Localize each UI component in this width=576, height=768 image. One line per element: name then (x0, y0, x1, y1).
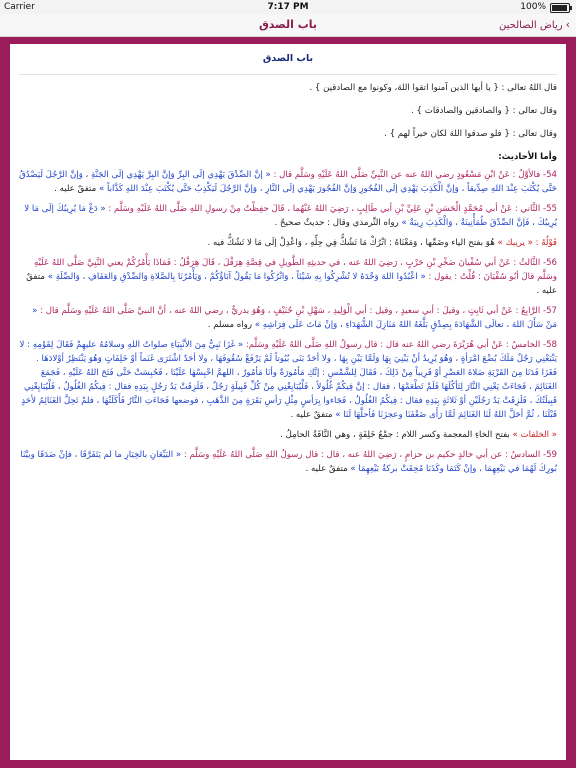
hadith-source: متفقٌ عليه . (290, 410, 336, 420)
note-term: قَوْلُهُ : « يريبك » (494, 238, 557, 248)
content-body (10, 44, 566, 476)
hadith-entry (19, 256, 557, 298)
hadith-text: فالأوَّلُ : عَنْ ابْنِ مَسْعُودٍ رضي اللهُ عنه عن النَّبِيِّ صَلَّى اللهُ عَلَيْهِ وسَلَّم قال : (270, 170, 541, 180)
hadith-entry (19, 304, 557, 332)
hadith-number: 56- (540, 258, 557, 268)
ahadith-heading: وأما الأحاديث: (498, 152, 557, 162)
hadith-entry (19, 448, 557, 476)
battery-icon (550, 3, 570, 13)
chapter-title: باب الصدق (262, 53, 314, 64)
verse: وقال تعالى : { والصادقين والصادقات } . (411, 106, 557, 116)
hadith-text: الخامسُ : عَنْ أبي هُرَيْرَةَ رضي اللهُ عنه قال : قال رسولُ اللهِ صَلَّى اللهُ عَلَيْهِ وسَلَّم: (243, 340, 541, 350)
chevron-right-icon: › (565, 18, 570, 31)
hadith-number: 59- (540, 450, 557, 460)
hadith-entry (19, 338, 557, 422)
divider (19, 74, 557, 75)
hadith-quote: « البَيِّعَانِ بالخِيَارِ ما لم يَتَفَرَّقَا ، فإنْ صَدَقَا وبيَّنَا بُورِكَ لَهُمَا في بَيْعِهِمَا ، وإنْ كَتَمَا وكَذَبَا مُحِقَتْ بركةُ بَيْعِهِمَا » (20, 450, 557, 474)
hadith-number: 57- (540, 306, 557, 316)
hadith-quote: « دَعْ مَا يُرِيبُكَ إلَى مَا لا يُرِيبُكَ ، فَإنَّ الصِّدْقَ طُمَأْنِينَةٌ ، وَالْكَذِبَ رِيبَةٌ » (24, 204, 557, 228)
status-time: 7:17 PM (267, 2, 309, 12)
hadith-quote: « إنَّ الصِّدْقَ يَهْدِي إلَى البِرِّ وَإنَّ البِرَّ يَهْدِي إلَى الجَنَّةِ ، وَإنَّ الرَّجُلَ لَيَصْدُقُ حَتَّى يُكْتَبَ عِنْدَ اللهِ صِدِّيقاً ، وَإنَّ الْكَذِبَ يَهْدِي إلَى الفُجُورِ وَإنَّ الفُجُورَ يَهْدِي إلَى النَّارِ ، وَإنَّ الرَّجُلَ لَيَكْذِبُ حَتَّى يُكْتَبَ عِنْدَ اللهِ كَذَّاباً » (19, 170, 557, 194)
hadith-source: متفقٌ عليه . (305, 464, 351, 474)
carrier-label: Carrier (4, 2, 35, 12)
hadith-text: الثَّاني : عَنْ أبي مُحَمَّدٍ الْحَسَنِ بْنِ عَلِيِّ بْنِ أبي طَالِبٍ ، رَضِيَ اللهُ عَنْهُما ، قَالَ حفِظْتُ مِنْ رسولِ اللهِ صَلَّى اللهُ عَلَيْهِ وسَلَّم : (105, 204, 541, 214)
hadith-source: رواه مسلم . (207, 320, 255, 330)
hadith-source: متفقٌ عليه . (54, 184, 99, 194)
hadith-number: 55- (540, 204, 557, 214)
battery-percent: 100% (520, 2, 546, 12)
hadith-source: متفقٌ عليه . (26, 272, 557, 296)
navigation-bar (0, 14, 576, 37)
hadith-quote: « اعْبُدُوا اللهَ وَحْدَهُ لا تُشْرِكُوا بِهِ شَيْئاً ، وَاتْرُكُوا مَا يَقُولُ آبَاؤُكُمْ ، وَيَأْمُرُنَا بِالصَّلاةِ وَالصِّدْقِ وَالعَفَافِ ، وَالصِّلَةِ » (47, 272, 426, 282)
hadith-number: 54- (540, 170, 557, 180)
note-body: هُوَ بفتح الياء وضَمِّها ، وَمَعْنَاهُ : اتْرُكْ مَا تَشُكُّ فِي حِلِّهِ ، وَاعْدِلْ إلَى مَا لا تَشُكُّ فيه . (207, 238, 495, 248)
status-bar (0, 0, 576, 14)
hadith-entry (19, 168, 557, 196)
verse: قال اللهُ تعالى : { يا أيها الذين آمنوا اتقوا اللهَ، وكونوا مع الصادقين } . (309, 83, 557, 93)
hadith-quote: « مَنْ سَأَلَ اللهَ ، تعالَى الشَّهَادَةَ بِصِدْقٍ بَلَّغَهُ اللهُ مَنَازِلَ الشُّهَدَاءِ ، وَإنْ مَاتَ عَلَى فِرَاشِهِ » (32, 306, 557, 330)
verse: وقال تعالى : { فلو صدقوا اللهَ لكان خيراً لهم } . (384, 129, 557, 139)
note-term: « الخلفات » (509, 430, 557, 440)
hadith-text: السادسُ : عن أبي خالدٍ حكيم بن حزامٍ ، رَضِيَ اللهُ عنه ، قال : قال رسولُ اللهِ صَلَّى اللهُ عَلَيْهِ وسَلَّم : (181, 450, 541, 460)
note-body: بفتح الخاءِ المعجمة وكسر اللام : جمْعُ خَلِفَةٍ ، وهي النَّاقَةُ الحامِلُ . (280, 430, 510, 440)
hadith-text: الثَّالثُ : عَنْ أبي سُفْيانَ صَخْرِ بْنِ حَرْبٍ ، رَضِيَ اللهُ عنه ، في حديثِهِ الطَّويلِ في قِصَّةِ هِرَقْلَ ، قَالَ هِرَقْلُ : فَمَاذَا يَأْمُرُكُمْ يعني النَّبِيَّ صَلَّى اللهُ عَلَيْهِ وسَلَّم قالَ أبُو سُفْيَانَ : قُلْتُ : يقول : (33, 258, 557, 282)
hadith-source: رواه التِّرمذي وقال : حديثٌ صحيحٌ . (274, 218, 402, 228)
back-button[interactable] (499, 18, 570, 31)
hadith-list (19, 168, 557, 476)
hadith-number: 58- (540, 340, 557, 350)
hadith-entry (19, 202, 557, 230)
content-page[interactable] (10, 44, 566, 760)
hadith-quote: « غَزَا نَبِيٌّ مِنَ الأنْبِيَاءِ صلواتُ اللهِ وسلامُهُ عليهِمْ فَقَالَ لِقَوْمِهِ : لا يَتْبَعْنِي رَجُلٌ مَلَكَ بُضْعَ امْرَأةٍ ، وَهُوَ يُرِيدُ أنْ يَبْنِيَ بِهَا وَلَمَّا يَبْنِ بِهَا ، ولا أحَدٌ بَنَى بُيُوتاً لَمْ يَرْفَعْ سُقُوفَهَا ، ولا أحَدٌ اشْتَرَى غَنَماً أوْ خَلِفَاتٍ وَهُوَ يَنْتَظِرُ أوْلادَهَا . فَغَزَا فَدَنَا مِنَ القَرْيَةِ صَلاةَ العَصْرِ أوْ قَرِيباً مِنْ ذَلِكَ ، فَقَالَ لِلشَّمْسِ : إنَّكِ مَأمُورَةٌ وأنَا مَأمُورٌ ، اللهمَّ احْبِسْهَا عَلَيْنَا ، فَحُبِسَتْ حَتَّى فَتَحَ اللهُ عَلَيْهِ ، فَجَمَعَ الغَنَائِمَ ، فَجَاءَتْ يَعْنِي النَّارَ لِتَأكُلَهَا فَلَمْ تَطْعَمْهَا ، فقال : إنَّ فِيكُمْ غُلُولاً ، فَلْيُبَايِعْنِي مِنْ كُلِّ قَبِيلَةٍ رَجُلٌ ، فَلَزِقَتْ يَدُ رَجُلٍ بِيَدِهِ فقال : فِيكُمُ الغُلُولُ ، فَلْيُبَايِعْنِي قَبِيلَتُكَ ، فَلَزِقَتْ يَدُ رَجُلَيْنِ أوْ ثَلاثَةٍ بِيَدِهِ فقال : فِيكُمُ الغُلُولُ ، فَجَاءوا بِرَأسٍ مِثْلِ رَأسِ بَقَرَةٍ مِنَ الذَّهَبِ ، فوضعها فَجَاءَتِ النَّارُ فَأَكَلَتْهَا ، فلمْ تَحِلَّ الغَنَائِمُ لأحَدٍ قَبْلَنَا ، ثُمَّ أحَلَّ اللهُ لَنَا الغَنَائِمَ لَمَّا رَأَى ضَعْفَنَا وعجزَنَا فَأحلَّهَا لَنَا » (19, 340, 557, 420)
nav-title: باب الصدق (258, 18, 318, 31)
explanation-note (19, 428, 557, 442)
explanation-note (19, 236, 557, 250)
back-button-label: رياض الصالحين (498, 20, 563, 31)
hadith-text: الرَّابِعُ : عَنْ أبي ثَابِتٍ ، وقيلَ : أبي سعيدٍ ، وقيل : أبي الْوَلِيدِ ، سَهْلِ بْنِ حُنَيْفٍ ، وَهُوَ بدريٌّ ، رضي اللهُ عنه ، أنَّ النبيَّ صَلَّى اللهُ عَلَيْهِ وسَلَّم قال : (37, 306, 541, 316)
